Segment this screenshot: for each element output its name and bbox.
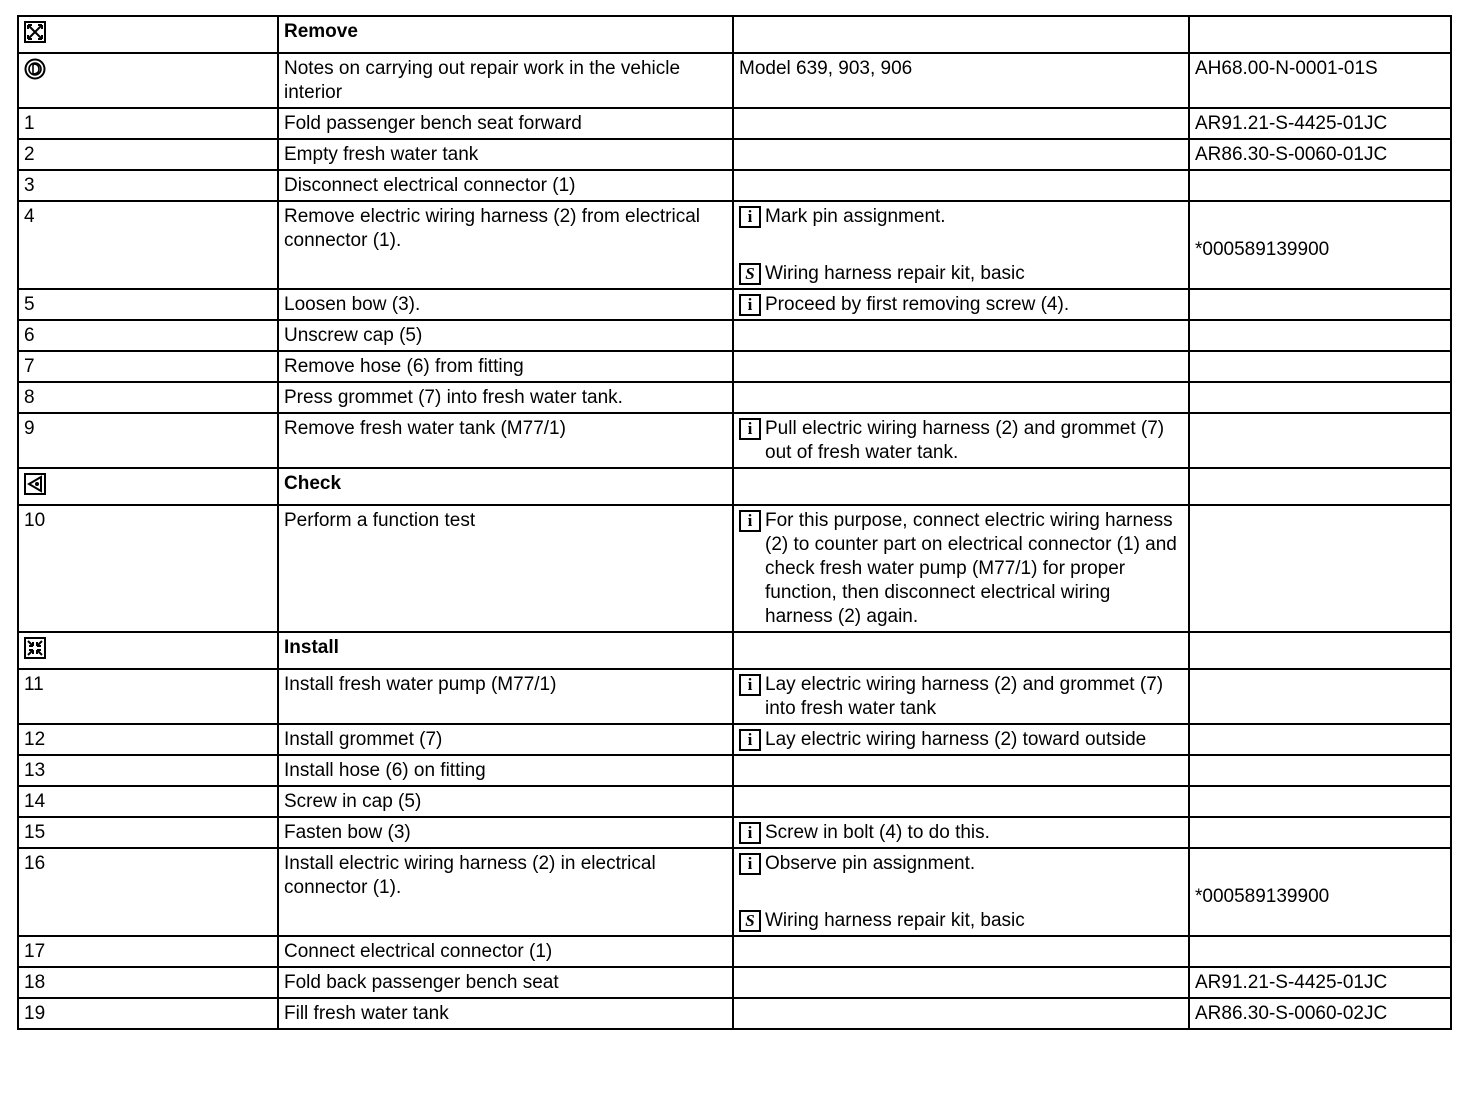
instruction-text: Remove electric wiring harness (2) from electrical connector (1). (284, 206, 701, 251)
notes-cell (733, 967, 1189, 998)
info-note (739, 205, 1183, 229)
reference-cell (1189, 632, 1451, 669)
info-note (739, 57, 1183, 81)
instruction-cell (278, 755, 733, 786)
document-reference: AR86.30-S-0060-02JC (1195, 1003, 1388, 1024)
spacer (1195, 238, 1445, 262)
part-gap (1195, 852, 1445, 885)
info-note (739, 821, 1183, 845)
instruction-text: Install grommet (7) (284, 729, 443, 750)
step-row (18, 755, 1451, 786)
instruction-cell (278, 505, 733, 632)
part-gap (1195, 205, 1445, 238)
info-note (739, 728, 1183, 752)
step-number: 5 (24, 294, 35, 315)
step-cell (18, 724, 278, 755)
step-cell (18, 320, 278, 351)
instruction-cell (278, 16, 733, 53)
notes-cell (733, 632, 1189, 669)
step-row (18, 998, 1451, 1029)
notes-cell (733, 413, 1189, 468)
step-row (18, 724, 1451, 755)
info-note (739, 293, 1183, 317)
step-row (18, 817, 1451, 848)
reference-cell (1189, 468, 1451, 505)
section-row (18, 16, 1451, 53)
part-number: *000589139900 (1195, 239, 1330, 260)
notes-cell (733, 53, 1189, 108)
reference-cell (1189, 817, 1451, 848)
instruction-text: Fill fresh water tank (284, 1003, 449, 1024)
step-row (18, 289, 1451, 320)
step-row (18, 53, 1451, 108)
reference-cell (1189, 201, 1451, 289)
step-cell (18, 936, 278, 967)
step-cell (18, 632, 278, 669)
instruction-cell (278, 632, 733, 669)
info-icon (739, 510, 761, 532)
notes-cell (733, 382, 1189, 413)
instruction-text: Install hose (6) on fitting (284, 760, 486, 781)
notes-cell (733, 786, 1189, 817)
info-icon (739, 206, 761, 228)
step-number: 7 (24, 356, 35, 377)
special-tool-text: Wiring harness repair kit, basic (765, 263, 1025, 284)
reference-cell (1189, 505, 1451, 632)
reference-cell (1189, 170, 1451, 201)
info-icon (739, 294, 761, 316)
info-text: Lay electric wiring harness (2) toward outside (765, 729, 1147, 750)
step-row (18, 413, 1451, 468)
special-tool-note (739, 909, 1183, 933)
notes-cell (733, 16, 1189, 53)
special-tool-icon (739, 263, 761, 285)
info-note (739, 509, 1183, 629)
step-number: 3 (24, 175, 35, 196)
step-cell (18, 16, 278, 53)
step-cell (18, 108, 278, 139)
notes-cell (733, 817, 1189, 848)
info-text: Lay electric wiring harness (2) and grommet (7) into fresh water tank (765, 674, 1164, 719)
reference-cell (1189, 755, 1451, 786)
instruction-text: Loosen bow (3). (284, 294, 421, 315)
info-text: Pull electric wiring harness (2) and grommet (7) out of fresh water tank. (765, 418, 1165, 463)
instruction-text: Disconnect electrical connector (1) (284, 175, 576, 196)
instruction-text: Install fresh water pump (M77/1) (284, 674, 557, 695)
notes-cell (733, 848, 1189, 936)
instruction-cell (278, 382, 733, 413)
instruction-cell (278, 351, 733, 382)
notes-cell (733, 351, 1189, 382)
step-row (18, 505, 1451, 632)
step-row (18, 139, 1451, 170)
step-cell (18, 351, 278, 382)
instruction-cell (278, 468, 733, 505)
notes-cell (733, 724, 1189, 755)
reference-cell (1189, 998, 1451, 1029)
instruction-cell (278, 848, 733, 936)
notes-cell (733, 108, 1189, 139)
step-row (18, 201, 1451, 289)
step-number: 16 (24, 853, 46, 874)
special-tool-note (739, 262, 1183, 286)
info-text: Screw in bolt (4) to do this. (765, 822, 990, 843)
step-row (18, 351, 1451, 382)
reference-cell (1189, 936, 1451, 967)
instruction-text: Connect electrical connector (1) (284, 941, 553, 962)
step-number: 18 (24, 972, 46, 993)
notes-cell (733, 320, 1189, 351)
instruction-cell (278, 998, 733, 1029)
info-note (739, 852, 1183, 876)
instruction-text: Remove fresh water tank (M77/1) (284, 418, 566, 439)
step-cell (18, 53, 278, 108)
instruction-cell (278, 139, 733, 170)
document-reference: AR86.30-S-0060-01JC (1195, 144, 1388, 165)
notes-cell (733, 289, 1189, 320)
step-number: 4 (24, 206, 35, 227)
step-number: 11 (24, 674, 44, 695)
step-number: 12 (24, 729, 46, 750)
reference-cell (1189, 413, 1451, 468)
instruction-text: Screw in cap (5) (284, 791, 422, 812)
note-gap (739, 876, 1183, 909)
step-cell (18, 669, 278, 724)
step-cell (18, 848, 278, 936)
repair-procedure-table (17, 15, 1452, 1030)
info-icon (739, 674, 761, 696)
notes-cell (733, 936, 1189, 967)
step-cell (18, 967, 278, 998)
instruction-cell (278, 170, 733, 201)
step-row (18, 170, 1451, 201)
spacer (1195, 885, 1445, 909)
instruction-cell (278, 289, 733, 320)
install-icon (24, 637, 272, 666)
instruction-text: Unscrew cap (5) (284, 325, 423, 346)
section-title: Check (284, 473, 342, 494)
step-number: 15 (24, 822, 46, 843)
step-number: 19 (24, 1003, 46, 1024)
info-text: Model 639, 903, 906 (739, 58, 913, 79)
step-row (18, 108, 1451, 139)
remove-icon (24, 21, 272, 50)
reference-cell (1189, 108, 1451, 139)
notes-cell (733, 755, 1189, 786)
check-icon (24, 473, 272, 502)
step-row (18, 848, 1451, 936)
step-row (18, 320, 1451, 351)
instruction-cell (278, 201, 733, 289)
instruction-text: Install electric wiring harness (2) in electrical connector (1). (284, 853, 656, 898)
notes-cell (733, 669, 1189, 724)
step-cell (18, 786, 278, 817)
info-text: For this purpose, connect electric wiring harness (2) to counter part on electrical connector (1) and check fresh water pump (M77/1) for proper function, then disconnect electrical wiring harness (2) again. (765, 510, 1177, 627)
notes-cell (733, 998, 1189, 1029)
step-cell (18, 998, 278, 1029)
instruction-cell (278, 108, 733, 139)
instruction-cell (278, 817, 733, 848)
step-cell (18, 201, 278, 289)
step-row (18, 786, 1451, 817)
instruction-cell (278, 786, 733, 817)
instruction-cell (278, 320, 733, 351)
part-number: *000589139900 (1195, 886, 1330, 907)
step-number: 9 (24, 418, 35, 439)
instruction-text: Remove hose (6) from fitting (284, 356, 524, 377)
step-row (18, 382, 1451, 413)
instruction-text: Fasten bow (3) (284, 822, 411, 843)
instruction-cell (278, 724, 733, 755)
instruction-text: Fold passenger bench seat forward (284, 113, 582, 134)
reference-cell (1189, 351, 1451, 382)
procedure-body (18, 16, 1451, 1029)
instruction-text: Press grommet (7) into fresh water tank. (284, 387, 623, 408)
section-row (18, 468, 1451, 505)
notes-cell (733, 468, 1189, 505)
step-cell (18, 413, 278, 468)
info-icon (739, 729, 761, 751)
step-number: 2 (24, 144, 35, 165)
step-cell (18, 139, 278, 170)
step-row (18, 669, 1451, 724)
reference-cell (1189, 289, 1451, 320)
step-cell (18, 755, 278, 786)
reference-cell (1189, 724, 1451, 755)
step-cell (18, 289, 278, 320)
info-text: Observe pin assignment. (765, 853, 976, 874)
notes-cell (733, 170, 1189, 201)
step-cell (18, 505, 278, 632)
info-icon (739, 822, 761, 844)
notes-cell (733, 139, 1189, 170)
reference-cell (1189, 848, 1451, 936)
info-text: Proceed by first removing screw (4). (765, 294, 1070, 315)
reference-cell (1189, 139, 1451, 170)
notes-icon (24, 58, 272, 87)
document-reference: AH68.00-N-0001-01S (1195, 58, 1378, 79)
step-number: 14 (24, 791, 46, 812)
instruction-text: Perform a function test (284, 510, 476, 531)
info-icon (739, 418, 761, 440)
reference-cell (1189, 16, 1451, 53)
info-icon (739, 853, 761, 875)
special-tool-icon (739, 910, 761, 932)
step-cell (18, 817, 278, 848)
step-cell (18, 468, 278, 505)
section-title: Remove (284, 21, 358, 42)
instruction-text: Notes on carrying out repair work in the vehicle interior (284, 58, 681, 103)
section-row (18, 632, 1451, 669)
section-title: Install (284, 637, 339, 658)
reference-cell (1189, 382, 1451, 413)
instruction-cell (278, 413, 733, 468)
document-reference: AR91.21-S-4425-01JC (1195, 972, 1388, 993)
step-number: 13 (24, 760, 46, 781)
info-note (739, 417, 1183, 465)
step-number: 1 (24, 113, 35, 134)
step-row (18, 967, 1451, 998)
step-number: 6 (24, 325, 35, 346)
instruction-cell (278, 967, 733, 998)
reference-cell (1189, 669, 1451, 724)
reference-cell (1189, 53, 1451, 108)
step-number: 10 (24, 510, 46, 531)
instruction-text: Empty fresh water tank (284, 144, 479, 165)
reference-cell (1189, 967, 1451, 998)
note-gap (739, 229, 1183, 262)
instruction-text: Fold back passenger bench seat (284, 972, 559, 993)
instruction-cell (278, 669, 733, 724)
notes-cell (733, 201, 1189, 289)
info-note (739, 673, 1183, 721)
step-cell (18, 170, 278, 201)
reference-cell (1189, 320, 1451, 351)
instruction-cell (278, 53, 733, 108)
step-cell (18, 382, 278, 413)
step-row (18, 936, 1451, 967)
info-text: Mark pin assignment. (765, 206, 946, 227)
special-tool-text: Wiring harness repair kit, basic (765, 910, 1025, 931)
step-number: 17 (24, 941, 46, 962)
instruction-cell (278, 936, 733, 967)
reference-cell (1189, 786, 1451, 817)
notes-cell (733, 505, 1189, 632)
step-number: 8 (24, 387, 35, 408)
document-reference: AR91.21-S-4425-01JC (1195, 113, 1388, 134)
